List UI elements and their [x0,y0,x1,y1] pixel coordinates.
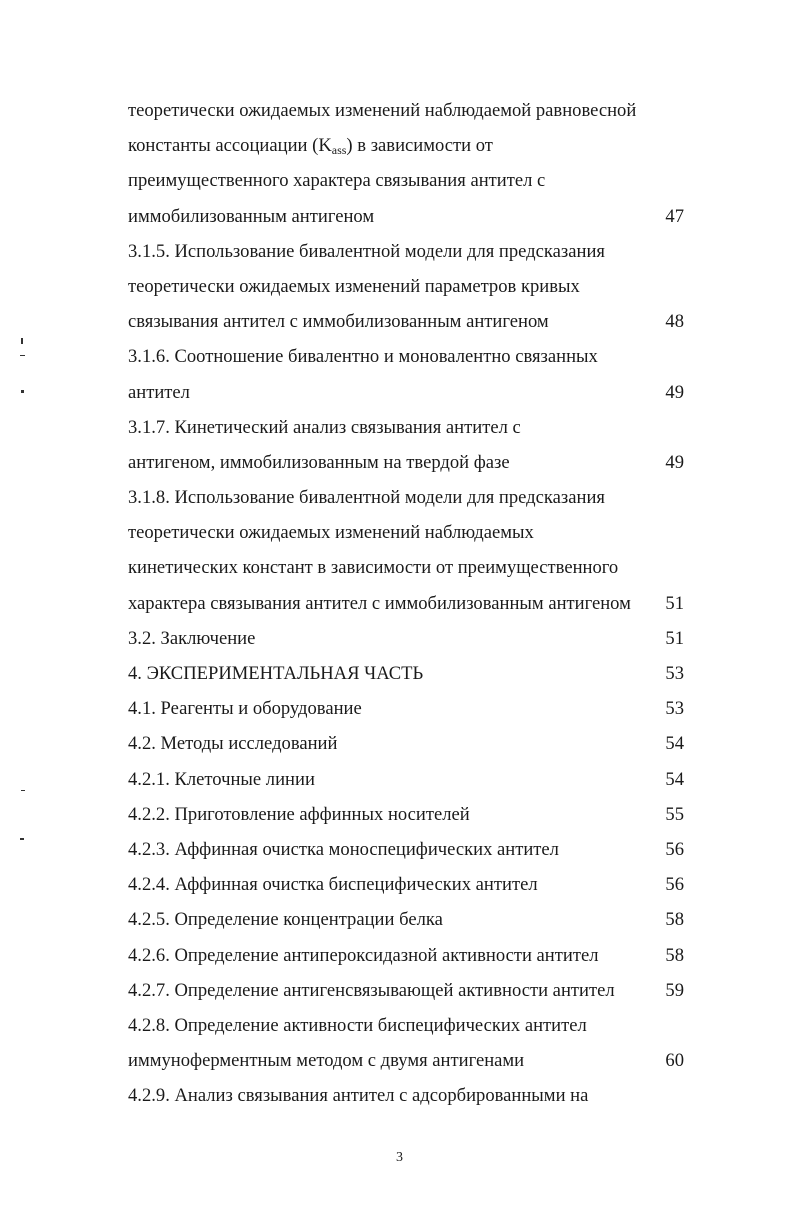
toc-page-number: 56 [665,874,684,896]
toc-page-number: 58 [665,944,684,966]
toc-line [128,902,688,937]
toc-line [128,128,688,163]
toc-text: 4.2.7. Определение антигенсвязывающей активности антител [128,979,615,1001]
toc-text: антител [128,381,190,403]
toc-page-number: 49 [665,381,684,403]
toc-page-number: 55 [665,803,684,825]
toc-line [128,1043,688,1078]
toc-text: иммобилизованным антигеном [128,205,375,227]
toc-page-number: 51 [665,627,684,649]
toc-line [128,375,688,410]
toc-text: кинетических констант в зависимости от преимущественного [128,557,619,579]
toc-line [128,726,688,761]
toc-line [128,163,688,198]
toc-text: антигеном, иммобилизованным на твердой фазе [128,451,510,473]
toc-text: характера связывания антител с иммобилизованным антигеном [128,592,631,614]
toc-line [128,832,688,867]
toc-text: 4.2.9. Анализ связывания антител с адсорбированными на [128,1085,589,1107]
toc-text-part: константы ассоциации (K [128,135,332,157]
toc-text: 3.1.5. Использование бивалентной модели для предсказания [128,240,605,262]
toc-page-number: 60 [665,1050,684,1072]
toc-line [128,550,688,585]
toc-text: иммуноферментным методом с двумя антигенами [128,1050,525,1072]
toc-page-number: 51 [665,592,684,614]
toc-line [128,691,688,726]
toc-line [128,304,688,339]
toc-line [128,1008,688,1043]
scan-mark [21,390,24,393]
toc-text: преимущественного характера связывания антител с [128,170,546,192]
toc-text: 3.1.6. Соотношение бивалентно и моновалентно связанных [128,346,598,368]
toc-text: 4.2.2. Приготовление аффинных носителей [128,803,470,825]
toc-page-number: 59 [665,979,684,1001]
toc-text-subscript: ass [331,143,347,158]
toc-text: 4.2.1. Клеточные линии [128,768,315,790]
page-number: 3 [396,1150,403,1165]
toc-text: 4.1. Реагенты и оборудование [128,698,362,720]
toc-page-number: 53 [665,698,684,720]
toc-line [128,410,688,445]
toc-line [128,339,688,374]
toc-line [128,586,688,621]
toc-page-number: 54 [665,768,684,790]
toc-page-number: 49 [665,451,684,473]
toc-line [128,1078,688,1113]
table-of-contents [128,93,688,1113]
toc-text: 4. ЭКСПЕРИМЕНТАЛЬНАЯ ЧАСТЬ [128,663,424,684]
toc-line [128,621,688,656]
toc-text: 3.1.7. Кинетический анализ связывания антител с [128,416,521,438]
toc-text: 3.1.8. Использование бивалентной модели для предсказания [128,487,605,509]
scan-mark [21,790,25,791]
toc-text: теоретически ожидаемых изменений наблюдаемых [128,522,534,544]
toc-line [128,973,688,1008]
toc-line [128,867,688,902]
toc-text: 4.2.3. Аффинная очистка моноспецифических антител [128,838,559,860]
toc-line [128,234,688,269]
toc-text: теоретически ожидаемых изменений наблюдаемой равновесной [128,100,637,121]
toc-line [128,656,688,691]
scan-mark [20,838,24,840]
toc-line [128,269,688,304]
toc-text: 4.2.6. Определение антипероксидазной активности антител [128,944,599,966]
toc-page-number: 53 [665,663,684,684]
toc-text: 4.2. Методы исследований [128,733,338,755]
scan-mark [21,338,23,344]
toc-text-part: ) в зависимости от [346,135,493,157]
toc-text: 4.2.8. Определение активности биспецифических антител [128,1014,587,1036]
toc-text: 3.2. Заключение [128,627,256,649]
toc-text: 4.2.5. Определение концентрации белка [128,909,443,931]
toc-line [128,515,688,550]
toc-page-number: 56 [665,838,684,860]
toc-line [128,199,688,234]
toc-text: 4.2.4. Аффинная очистка биспецифических антител [128,874,538,896]
toc-line [128,480,688,515]
toc-text: связывания антител с иммобилизованным антигеном [128,311,549,333]
toc-line [128,445,688,480]
scan-mark [20,355,25,356]
toc-line [128,93,688,128]
toc-page-number: 58 [665,909,684,931]
toc-page-number: 48 [665,311,684,333]
toc-line [128,938,688,973]
toc-page-number: 54 [665,733,684,755]
toc-line [128,762,688,797]
toc-line [128,797,688,832]
toc-page-number: 47 [665,205,684,227]
toc-text: теоретически ожидаемых изменений параметров кривых [128,275,580,297]
toc-text [128,128,493,163]
